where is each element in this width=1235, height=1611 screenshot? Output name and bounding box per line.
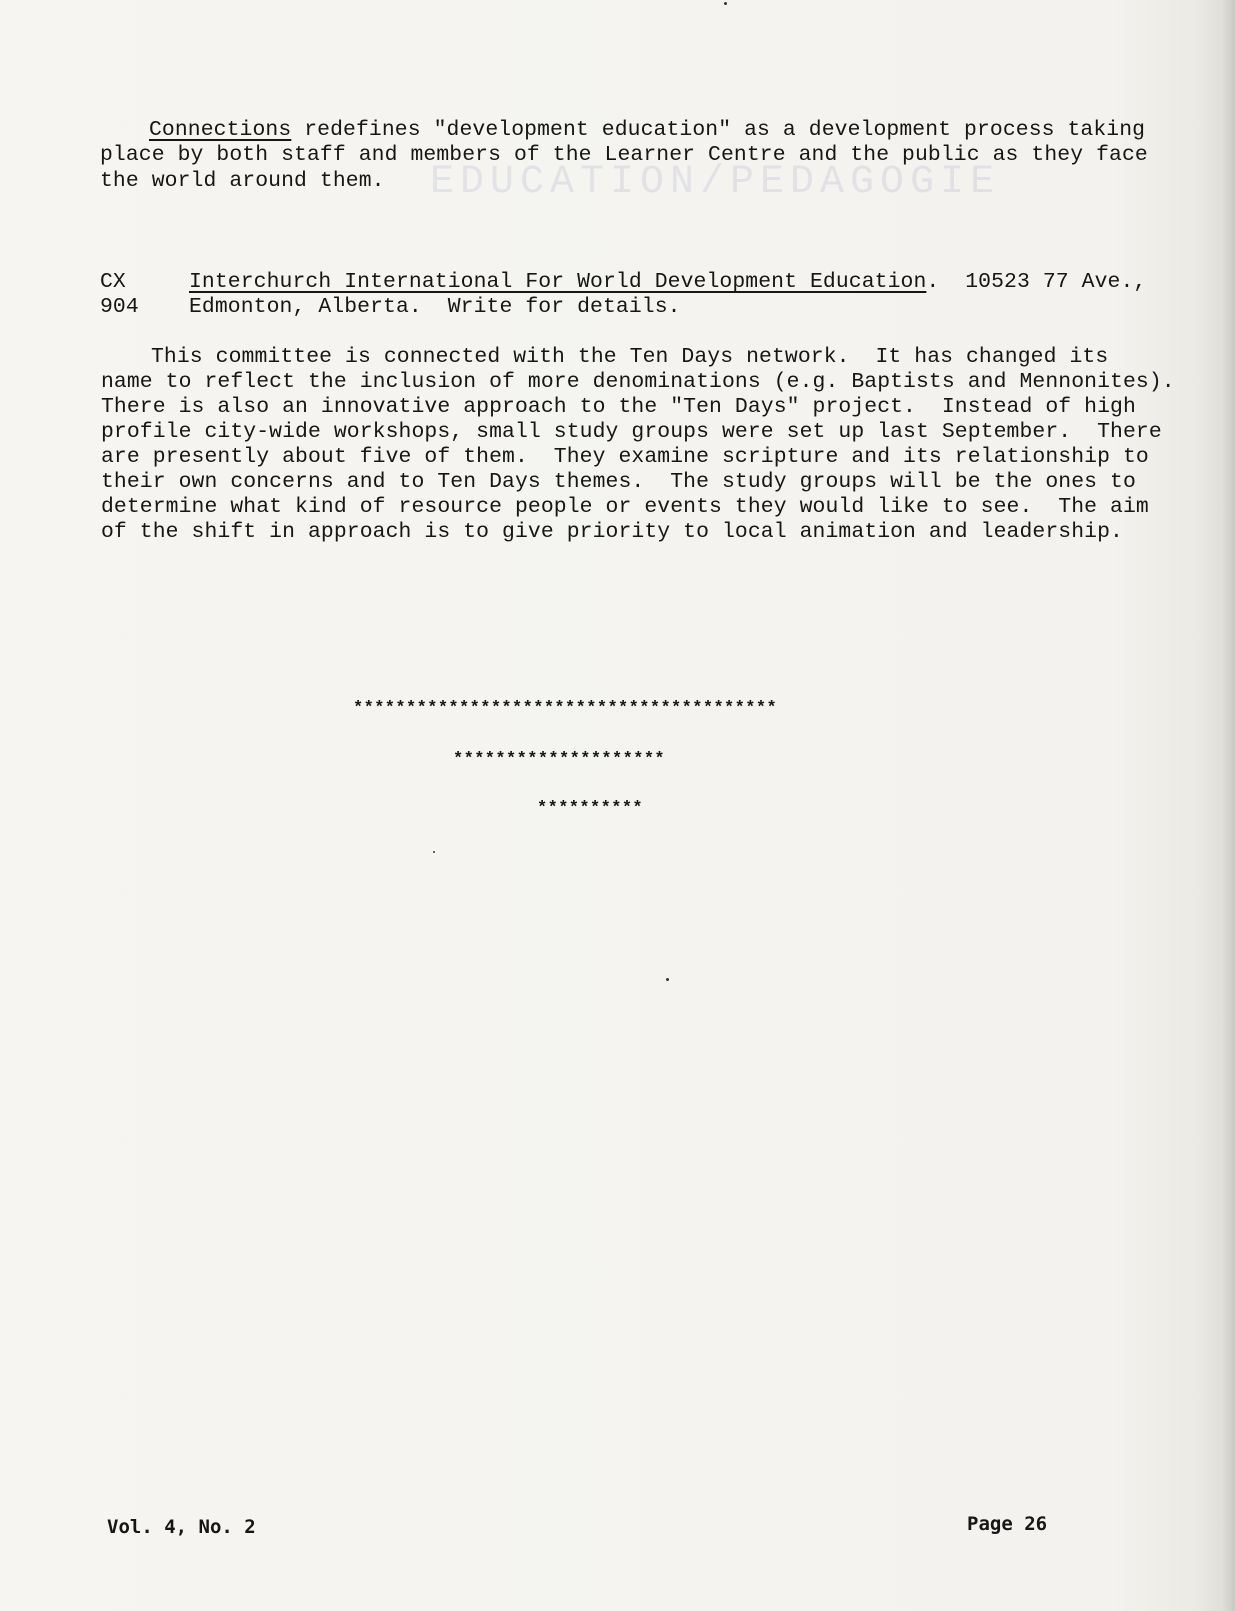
page-number: Page 26: [967, 1513, 1048, 1535]
paragraph-2-line-2: name to reflect the inclusion of more denominations (e.g. Baptists and Mennonites).: [101, 370, 1175, 394]
paragraph-2-line-3: There is also an innovative approach to the "Ten Days" project. Instead of high: [101, 395, 1136, 419]
entry-title: Interchurch International For World Development Education: [189, 270, 927, 294]
ink-speck: [666, 978, 669, 981]
paragraph-2-line-1: This committee is connected with the Ten Days network. It has changed its: [151, 345, 1109, 369]
paragraph-2-line-6: their own concerns and to Ten Days themes. The study groups will be the ones to: [101, 470, 1136, 494]
bleed-through-text: EDUCATION/PEDAGOGIE: [430, 160, 1001, 205]
separator-row-1: ****************************************: [353, 699, 778, 718]
paragraph-2-line-5: are presently about five of them. They examine scripture and its relationship to: [101, 445, 1149, 469]
paragraph-1-line-1-rest: redefines "development education" as a development process taking: [291, 118, 1146, 142]
separator-row-3: **********: [537, 799, 644, 818]
ink-speck: [433, 851, 435, 853]
paragraph-2-line-8: of the shift in approach is to give priority to local animation and leadership.: [101, 520, 1123, 544]
ink-speck: [724, 2, 727, 5]
paragraph-1-line-3: the world around them.: [100, 169, 385, 193]
page-edge-shadow: [1221, 0, 1235, 1611]
entry-line-2: Edmonton, Alberta. Write for details.: [189, 295, 681, 319]
connections-title: Connections: [149, 118, 292, 142]
paragraph-1-line-1: [149, 118, 1145, 144]
paragraph-1-line-2: place by both staff and members of the Learner Centre and the public as they face: [100, 143, 1148, 167]
paragraph-2-line-4: profile city-wide workshops, small study groups were set up last September. There: [101, 420, 1162, 444]
entry-code-1: CX: [100, 270, 126, 294]
entry-title-line: [189, 270, 1146, 296]
entry-address: . 10523 77 Ave.,: [926, 270, 1147, 294]
issue-number: Vol. 4, No. 2: [107, 1516, 256, 1538]
entry-code-2: 904: [100, 295, 139, 319]
paragraph-2-line-7: determine what kind of resource people or events they would like to see. The aim: [101, 495, 1149, 519]
separator-row-2: ********************: [453, 750, 666, 769]
